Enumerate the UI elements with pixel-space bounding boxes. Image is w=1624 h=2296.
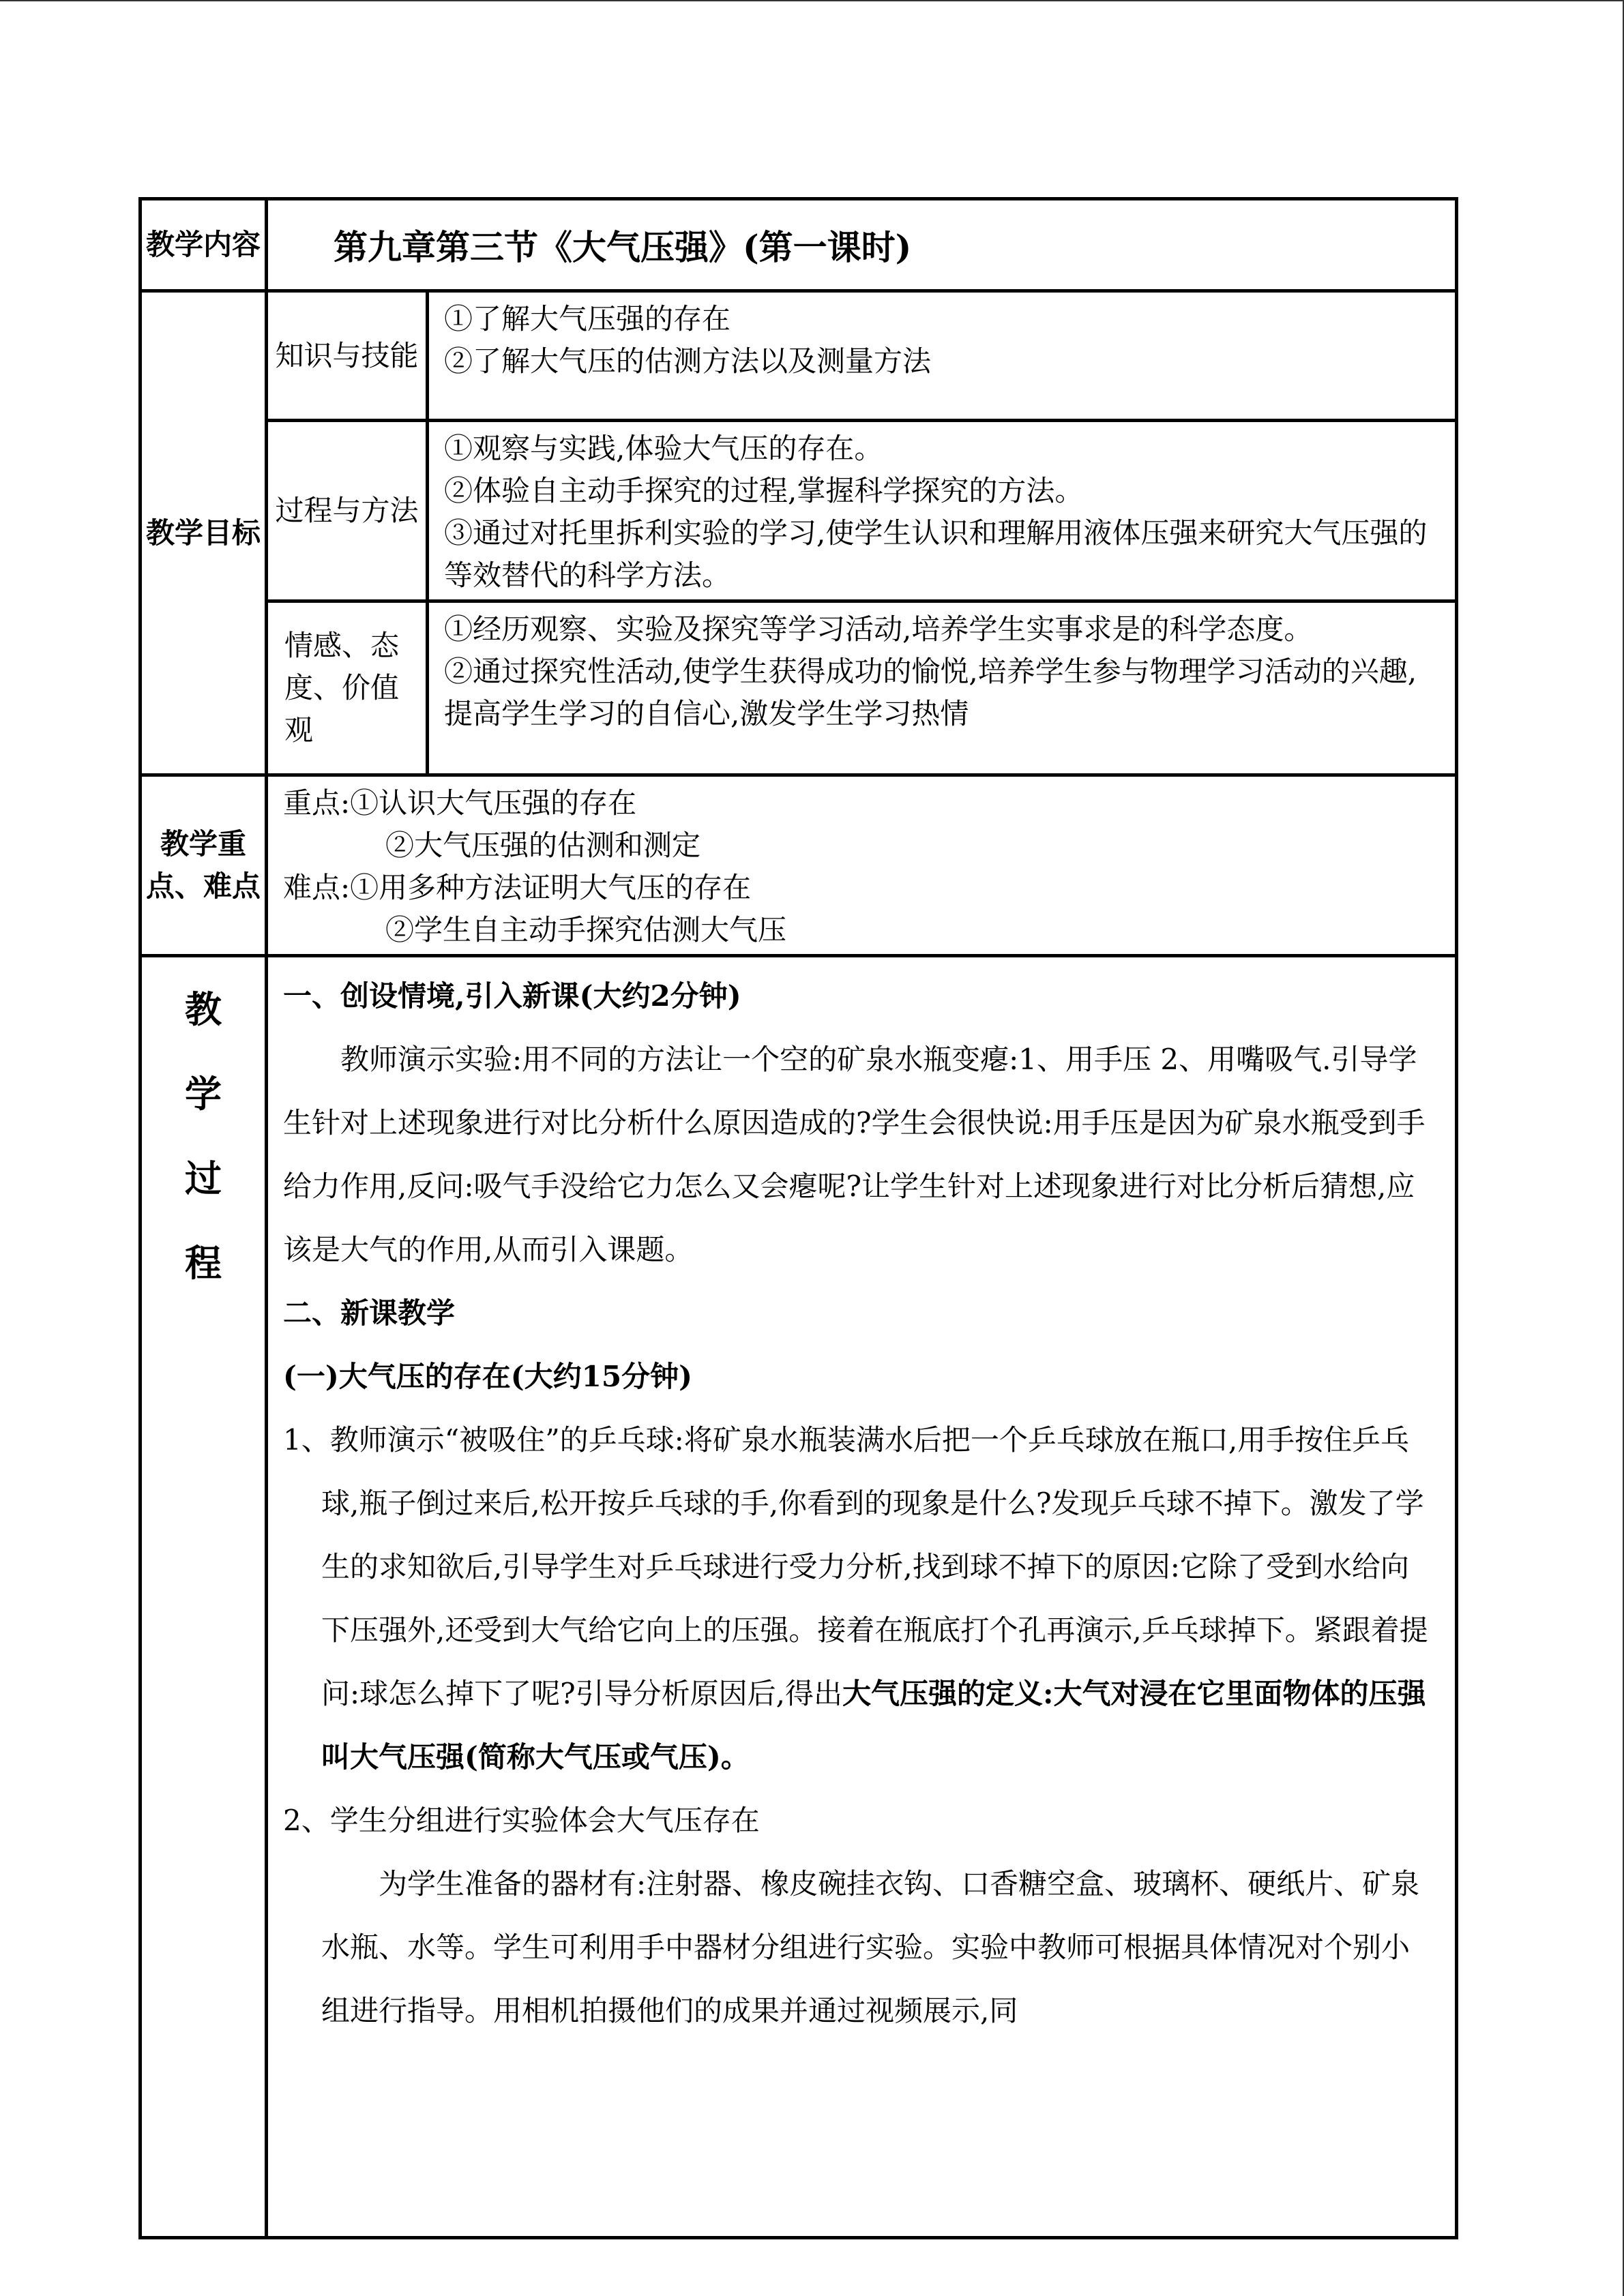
key-point-line: 重点:①认识大气压强的存在 bbox=[283, 786, 637, 820]
definition: 大气压强的定义:大气对浸在它里面物体的压强叫大气压强(简称大气压或气压)。 bbox=[321, 1677, 1426, 1774]
row-teaching-process bbox=[141, 956, 1457, 2238]
knowledge-items bbox=[428, 291, 1457, 421]
label-key-points: 教学重点、难点 bbox=[141, 775, 267, 956]
emotion-item: ②通过探究性活动,使学生获得成功的愉悦,培养学生参与物理学习活动的兴趣,提高学生学习的自信心,激发学生学习热情 bbox=[444, 655, 1417, 730]
label-teaching-process bbox=[141, 956, 267, 2238]
difficulty-line: 难点:①用多种方法证明大气压的存在 bbox=[283, 871, 752, 904]
key-points-content bbox=[267, 775, 1457, 956]
label-char: 过 bbox=[185, 1157, 222, 1200]
teaching-process-content bbox=[267, 956, 1457, 2238]
label-process-method: 过程与方法 bbox=[267, 421, 428, 601]
section-heading: 二、新课教学 bbox=[283, 1296, 456, 1330]
lesson-title: 第九章第三节《大气压强》(第一课时) bbox=[267, 199, 1457, 291]
row-process-method bbox=[141, 421, 1457, 601]
label-char: 学 bbox=[185, 1072, 222, 1116]
lesson-plan-table bbox=[138, 197, 1458, 2239]
row-key-points bbox=[141, 775, 1457, 956]
process-item: ①观察与实践,体验大气压的存在。 bbox=[444, 432, 883, 465]
list-item-body: 为学生准备的器材有:注射器、橡皮碗挂衣钩、口香糖空盒、玻璃杯、硬纸片、矿泉水瓶、水等。学生可利用手中器材分组进行实验。实验中教师可根据具体情况对个别小组进行指导。用相机拍摄他们的成果并通过视频展示,同 bbox=[321, 1867, 1420, 2027]
emotion-items bbox=[428, 601, 1457, 775]
label-char: 教 bbox=[185, 987, 222, 1031]
process-items bbox=[428, 421, 1457, 601]
label-objectives: 教学目标 bbox=[141, 291, 267, 775]
label-content: 教学内容 bbox=[141, 199, 267, 291]
list-item: 2、学生分组进行实验体会大气压存在 bbox=[283, 1804, 760, 1837]
label-emotion: 情感、态度、价值观 bbox=[267, 601, 428, 775]
row-knowledge bbox=[141, 291, 1457, 421]
knowledge-item: ①了解大气压强的存在 bbox=[444, 302, 731, 336]
process-item: ②体验自主动手探究的过程,掌握科学探究的方法。 bbox=[444, 474, 1084, 507]
section-body: 教师演示实验:用不同的方法让一个空的矿泉水瓶变瘪:1、用手压 2、用嘴吸气.引导学生针对上述现象进行对比分析什么原因造成的?学生会很快说:用手压是因为矿泉水瓶受到手给力作用,反问:吸气手没给它力怎么又会瘪呢?让学生针对上述现象进行对比分析后猜想,应该是大气的作用,从而引入课题。 bbox=[283, 1043, 1426, 1266]
row-emotion bbox=[141, 601, 1457, 775]
process-item: ③通过对托里拆利实验的学习,使学生认识和理解用液体压强来研究大气压强的等效替代的科学方法。 bbox=[444, 516, 1428, 592]
knowledge-item: ②了解大气压的估测方法以及测量方法 bbox=[444, 344, 932, 378]
subsection-heading: (一)大气压的存在(大约15分钟) bbox=[283, 1360, 692, 1393]
difficulty-line: ②学生自主动手探究估测大气压 bbox=[385, 913, 787, 946]
key-point-line: ②大气压强的估测和测定 bbox=[385, 829, 701, 862]
label-knowledge: 知识与技能 bbox=[267, 291, 428, 421]
emotion-item: ①经历观察、实验及探究等学习活动,培养学生实事求是的科学态度。 bbox=[444, 612, 1313, 646]
list-item: 1、教师演示“被吸住”的乒乓球:将矿泉水瓶装满水后把一个乒乓球放在瓶口,用手按住乒乓球,瓶子倒过来后,松开按乒乓球的手,你看到的现象是什么?发现乒乓球不掉下。激发了学生的求知欲后,引导学生对乒乓球进行受力分析,找到球不掉下的原因:它除了受到水给向下压强外,还受到大气给它向上的压强。接着在瓶底打个孔再演示,乒乓球掉下。紧跟着提问:球怎么掉下了呢?引导分析原因后,得出大气压强的定义:大气对浸在它里面物体的压强叫大气压强(简称大气压或气压)。 bbox=[283, 1423, 1428, 1774]
label-char: 程 bbox=[185, 1241, 222, 1285]
row-content bbox=[141, 199, 1457, 291]
section-heading: 一、创设情境,引入新课(大约2分钟) bbox=[283, 979, 741, 1013]
page-border-top bbox=[0, 0, 1624, 1]
